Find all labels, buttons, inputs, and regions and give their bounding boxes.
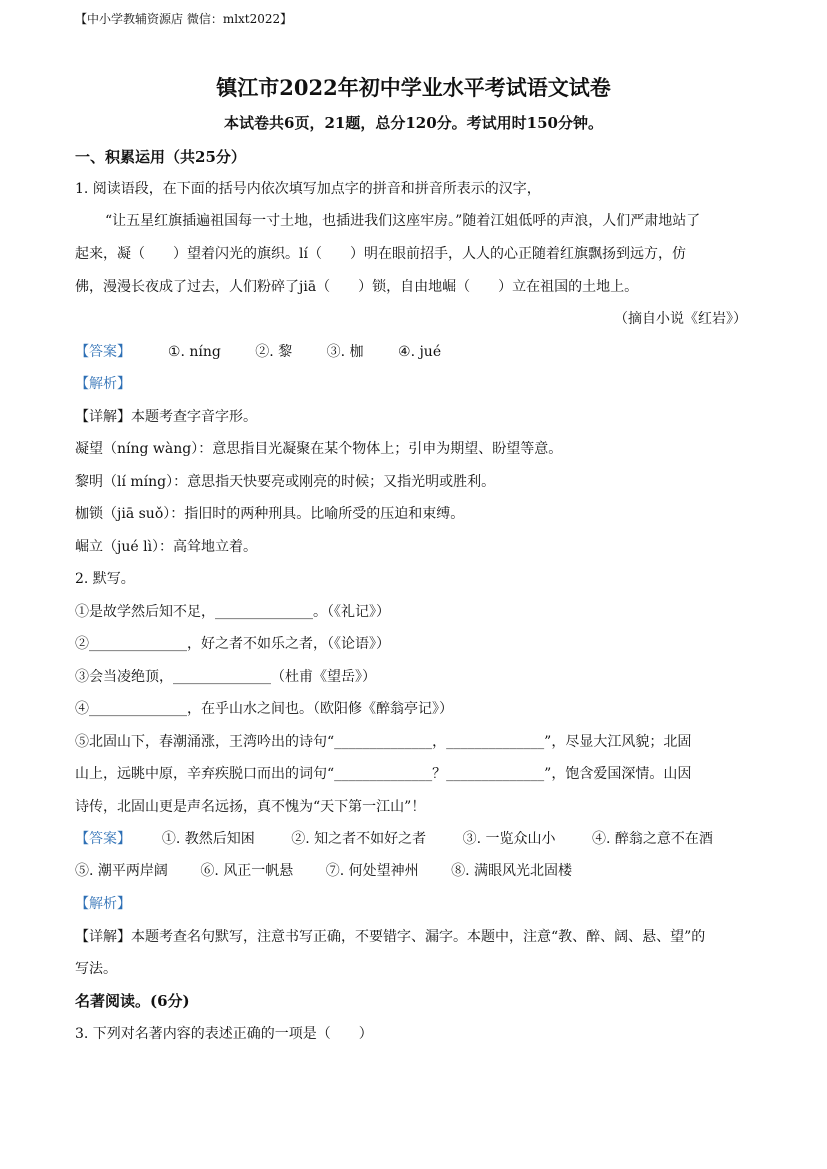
- q2-detail-line: 【详解】本题考查名句默写，注意书写正确，不要错字、漏字。本题中，注意“教、醉、阔、悬、望”的: [75, 929, 706, 945]
- answer-item: ④. 醉翁之意不在酒: [591, 831, 713, 847]
- q2-item: ①是故学然后知不足，______________。（《礼记》）: [75, 604, 390, 620]
- answer-label: 【答案】: [75, 344, 131, 360]
- page-title: 镇江市2022年初中学业水平考试语文试卷: [216, 75, 611, 100]
- q1-note: 崛立（jué lì）：高耸地立着。: [75, 539, 258, 555]
- answer-item: ③. 一览众山小: [462, 831, 556, 847]
- answer-item: ①. 教然后知困: [161, 831, 255, 847]
- q2-answer-row-1: [75, 830, 713, 848]
- q1-passage-line: 佛，漫漫长夜成了过去，人们粉碎了jiā（ ）锁，自由地崛（ ）立在祖国的土地上。: [75, 279, 639, 295]
- answer-item: ①. níng: [167, 344, 221, 360]
- q1-note: 凝望（níng wàng）：意思指目光凝聚在某个物体上；引申为期望、盼望等意。: [75, 441, 563, 457]
- page-header: 【中小学教辅资源店 微信：mlxt2022】: [75, 12, 293, 26]
- answer-item: ④. jué: [398, 344, 442, 360]
- q2-detail-line: 写法。: [75, 961, 117, 977]
- page-subtitle: 本试卷共6页，21题，总分120分。考试用时150分钟。: [224, 114, 603, 132]
- q1-note: 枷锁（jiā suǒ）：指旧时的两种刑具。比喻所受的压迫和束缚。: [75, 506, 465, 522]
- q2-prompt: 2. 默写。: [75, 571, 135, 587]
- q1-passage-line: “让五星红旗插遍祖国每一寸土地，也插进我们这座牢房。”随着江姐低呼的声浪，人们严肃地站了: [105, 213, 701, 229]
- q1-detail: 【详解】本题考查字音字形。: [75, 409, 257, 425]
- q2-item: ②______________，好之者不如乐之者，（《论语》）: [75, 636, 390, 652]
- answer-item: ⑤. 潮平两岸阔: [75, 863, 168, 879]
- q3-prompt: 3. 下列对名著内容的表述正确的一项是（ ）: [75, 1026, 373, 1042]
- answer-item: ⑥. 风正一帆悬: [200, 863, 294, 879]
- q1-source: （摘自小说《红岩》）: [614, 311, 747, 327]
- q2-item: ④______________，在乎山水之间也。（欧阳修《醉翁亭记》）: [75, 701, 453, 717]
- q2-item5-line: ⑤北固山下，春潮涌涨，王湾吟出的诗句“______________，______________”，尽显大江风貌；北固: [75, 734, 692, 750]
- section-heading-1: 一、积累运用（共25分）: [75, 148, 246, 166]
- q1-note: 黎明（lí míng）：意思指天快要亮或刚亮的时候；又指光明或胜利。: [75, 474, 496, 490]
- answer-item: ②. 黎: [255, 344, 293, 360]
- q1-prompt: 1. 阅读语段，在下面的括号内依次填写加点字的拼音和拼音所表示的汉字，: [75, 181, 541, 197]
- q2-item5-line: 诗传，北固山更是声名远扬，真不愧为“天下第一江山”！: [75, 799, 426, 815]
- q1-passage-line: 起来，凝（ ）望着闪光的旗织。lí（ ）明在眼前招手，人人的心正随着红旗飘扬到远方，仿: [75, 246, 686, 262]
- answer-label: 【答案】: [75, 831, 131, 847]
- answer-item: ⑦. 何处望神州: [325, 863, 419, 879]
- answer-item: ③. 枷: [326, 344, 364, 360]
- q1-answer-row: [75, 343, 441, 361]
- section-heading-2: 名著阅读。(6分): [75, 992, 190, 1010]
- answer-item: ⑧. 满眼风光北固楼: [451, 863, 572, 879]
- q2-answer-row-2: [75, 862, 572, 880]
- q2-item5-line: 山上，远眺中原，辛弃疾脱口而出的词句“______________？______________”，饱含爱国深情。山因: [75, 766, 692, 782]
- answer-item: ②. 知之者不如好之者: [291, 831, 427, 847]
- analysis-label: 【解析】: [75, 376, 131, 392]
- analysis-label: 【解析】: [75, 896, 131, 912]
- q2-item: ③会当凌绝顶，______________（杜甫《望岳》）: [75, 669, 376, 685]
